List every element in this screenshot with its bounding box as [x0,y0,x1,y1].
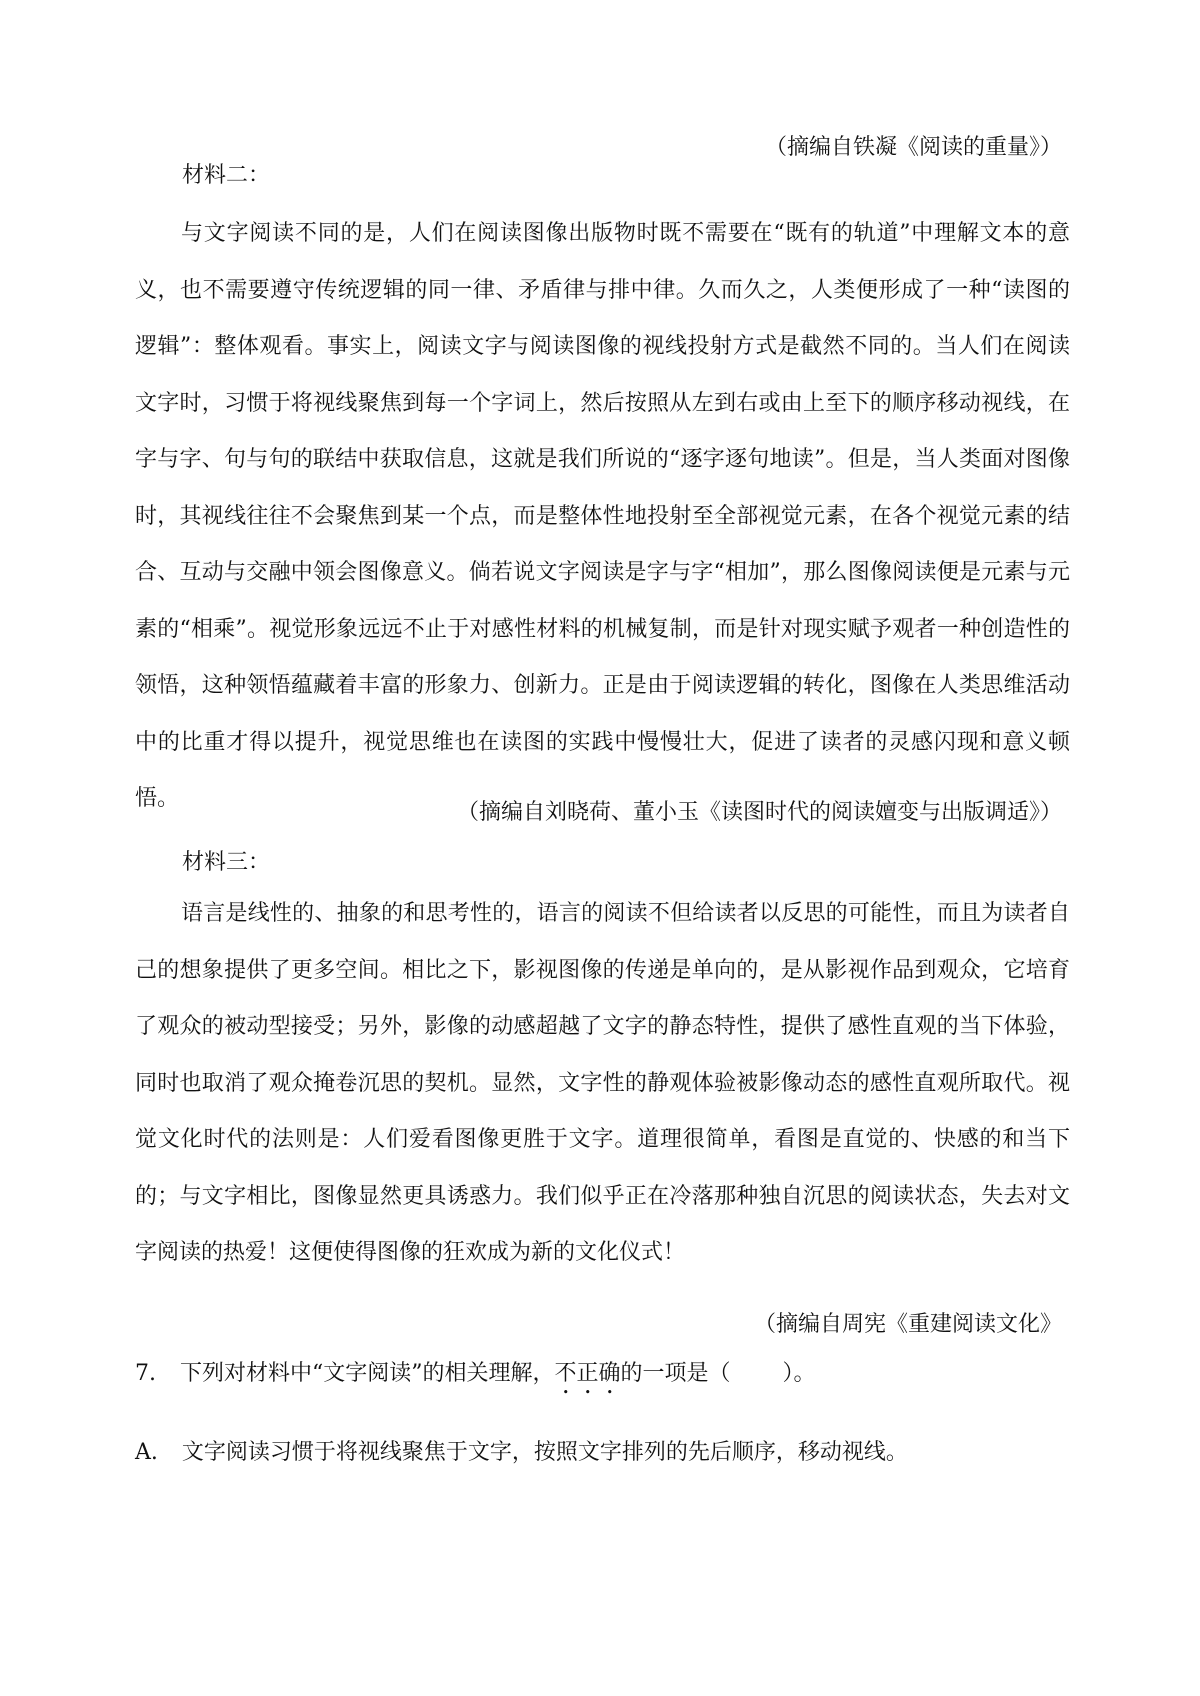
paragraph-material-2: 与文字阅读不同的是，人们在阅读图像出版物时既不需要在“既有的轨道”中理解文本的意义，也不需要遵守传统逻辑的同一律、矛盾律与排中律。久而久之，人类便形成了一种“读图的逻辑”：整体观看。事实上，阅读文字与阅读图像的视线投射方式是截然不同的。当人们在阅读文字时，习惯于将视线聚焦到每一个字词上，然后按照从左到右或由上至下的顺序移动视线，在字与字、句与句的联结中获取信息，这就是我们所说的“逐字逐句地读”。但是，当人类面对图像时，其视线往往不会聚焦到某一个点，而是整体性地投射至全部视觉元素，在各个视觉元素的结合、互动与交融中领会图像意义。倘若说文字阅读是字与字“相加”，那么图像阅读便是元素与元素的“相乘”。视觉形象远远不止于对感性材料的机械复制，而是针对现实赋予观者一种创造性的领悟，这种领悟蕴藏着丰富的形象力、创新力。正是由于阅读逻辑的转化，图像在人类思维活动中的比重才得以提升，视觉思维也在读图的实践中慢慢壮大，促进了读者的灵感闪现和意义顿悟。 [135,221,1070,811]
option-a-text: 文字阅读习惯于将视线聚焦于文字，按照文字排列的先后顺序，移动视线。 [181,1440,908,1465]
question-number: 7. [135,1361,156,1386]
option-a [135,1435,908,1466]
question-emphasis: 不正确 [554,1361,621,1386]
heading-material-3: 材料三： [182,850,271,875]
heading-material-2: 材料二： [182,163,271,188]
option-a-letter: A. [135,1440,158,1465]
source-citation-material-3: （摘编自周宪《重建阅读文化》 [753,1312,1062,1337]
source-citation-material-2: （摘编自刘晓荷、董小玉《读图时代的阅读嬗变与出版调适》） [456,800,1062,825]
question-stem: 下列对材料中“文字阅读”的相关理解， [180,1361,555,1386]
source-citation-material-1: （摘编自铁凝《阅读的重量》） [764,135,1062,160]
question-stem-close: ）。 [782,1361,816,1386]
question-stem-end: 的一项是（ [620,1361,731,1386]
paragraph-material-3: 语言是线性的、抽象的和思考性的，语言的阅读不但给读者以反思的可能性，而且为读者自己的想象提供了更多空间。相比之下，影视图像的传递是单向的，是从影视作品到观众，它培育了观众的被动型接受；另外，影像的动感超越了文字的静态特性，提供了感性直观的当下体验，同时也取消了观众掩卷沉思的契机。显然，文字性的静观体验被影像动态的感性直观所取代。视觉文化时代的法则是：人们爱看图像更胜于文字。道理很简单，看图是直觉的、快感的和当下的；与文字相比，图像显然更具诱惑力。我们似乎正在冷落那种独自沉思的阅读状态，失去对文字阅读的热爱！这便使得图像的狂欢成为新的文化仪式！ [135,901,1070,1265]
question-7 [135,1356,816,1399]
